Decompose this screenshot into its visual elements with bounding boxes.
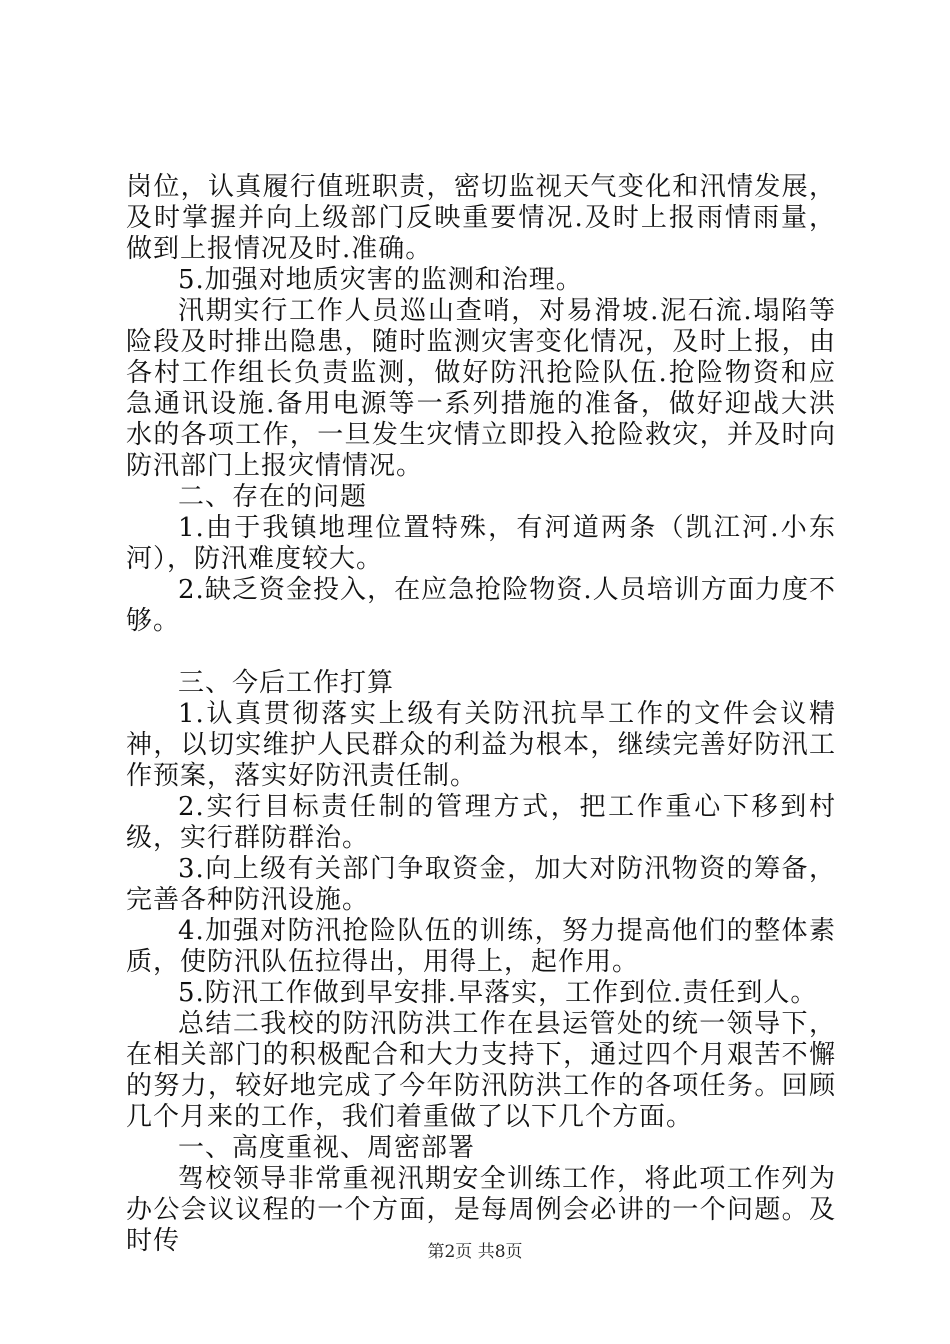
section-heading-deployment: 一、高度重视、周密部署	[178, 1133, 476, 1163]
section-heading-problems: 二、存在的问题	[178, 482, 368, 512]
paragraph-11: 4.加强对防汛抢险队伍的训练，努力提高他们的整体素质，使防汛队伍拉得出，用得上，起作用。	[126, 916, 836, 977]
page-number-footer: 第2页 共8页	[427, 1242, 523, 1262]
document-body	[126, 172, 836, 1257]
section-heading-plans: 三、今后工作打算	[178, 668, 395, 698]
paragraph-1: 岗位，认真履行值班职责，密切监视天气变化和汛情发展，及时掌握并向上级部门反映重要情况.及时上报雨情雨量，做到上报情况及时.准确。	[126, 172, 836, 264]
paragraph-15: 驾校领导非常重视汛期安全训练工作，将此项工作列为办公会议议程的一个方面，是每周例会必讲的一个问题。及时传	[126, 1164, 836, 1256]
paragraph-13: 总结二我校的防汛防洪工作在县运管处的统一领导下，在相关部门的积极配合和大力支持下，通过四个月艰苦不懈的努力，较好地完成了今年防汛防洪工作的各项任务。回顾几个月来的工作，我们着重做了以下几个方面。	[126, 1009, 836, 1132]
paragraph-12: 5.防汛工作做到早安排.早落实，工作到位.责任到人。	[178, 978, 818, 1008]
paragraph-8: 1.认真贯彻落实上级有关防汛抗旱工作的文件会议精神，以切实维护人民群众的利益为根本，继续完善好防汛工作预案，落实好防汛责任制。	[126, 699, 836, 791]
paragraph-2: 5.加强对地质灾害的监测和治理。	[178, 265, 583, 295]
paragraph-3: 汛期实行工作人员巡山查哨，对易滑坡.泥石流.塌陷等险段及时排出隐患，随时监测灾害变化情况，及时上报，由各村工作组长负责监测，做好防汛抢险队伍.抢险物资和应急通讯设施.备用电源等一系列措施的准备，做好迎战大洪水的各项工作，一旦发生灾情立即投入抢险救灾，并及时向防汛部门上报灾情情况。	[126, 296, 836, 481]
paragraph-6: 2.缺乏资金投入，在应急抢险物资.人员培训方面力度不够。	[126, 575, 836, 636]
paragraph-9: 2.实行目标责任制的管理方式，把工作重心下移到村级，实行群防群治。	[126, 792, 836, 853]
paragraph-10: 3.向上级有关部门争取资金，加大对防汛物资的筹备，完善各种防汛设施。	[126, 854, 836, 915]
paragraph-5: 1.由于我镇地理位置特殊，有河道两条（凯江河.小东河），防汛难度较大。	[126, 513, 836, 574]
